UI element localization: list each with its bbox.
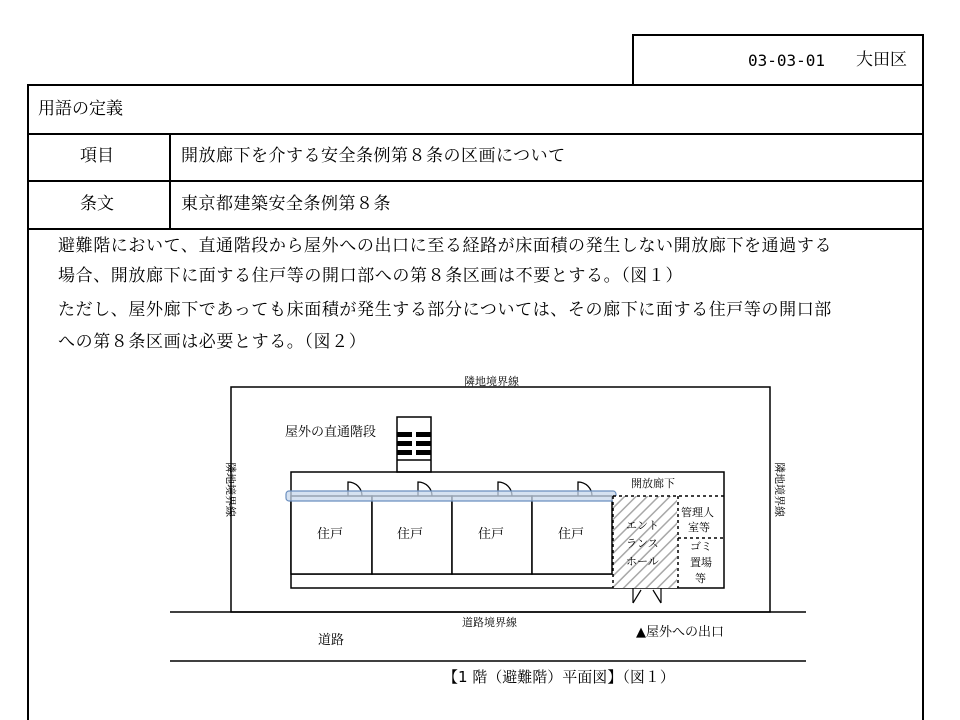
body-line-1: 避難階において、直通階段から屋外への出口に至る経路が床面積の発生しない開放廊下を通過する [58, 236, 833, 256]
ward-name: 大田区 [856, 50, 907, 70]
entrance-label-1: エント [626, 519, 659, 532]
row-label-article: 条文 [80, 194, 114, 214]
road-boundary-label: 道路境界線 [462, 616, 517, 629]
unit-2-label: 住戸 [397, 527, 424, 542]
entrance-label-2: ランス [626, 537, 659, 550]
unit-3-label: 住戸 [478, 527, 505, 542]
open-corridor-highlight [286, 491, 616, 501]
garbage-label-2: 置場 [690, 556, 712, 569]
garbage-label-1: ゴミ [690, 540, 712, 553]
corridor-label: 開放廊下 [631, 477, 675, 490]
row-value-item: 開放廊下を介する安全条例第８条の区画について [181, 146, 566, 166]
entrance-label-3: ホール [626, 555, 659, 568]
body-line-2: 場合、開放廊下に面する住戸等の開口部への第８条区画は不要とする。（図１） [58, 266, 684, 286]
doc-code: 03-03-01 [748, 51, 826, 70]
entrance-door-icon [633, 588, 661, 603]
unit-1-label: 住戸 [317, 527, 344, 542]
boundary-top-label: 隣地境界線 [464, 375, 519, 388]
unit-4-label: 住戸 [558, 527, 585, 542]
stairs-label: 屋外の直通階段 [285, 425, 377, 440]
boundary-right-label: 隣地境界線 [773, 462, 786, 517]
section-title: 用語の定義 [38, 99, 123, 119]
garbage-label-3: 等 [695, 572, 706, 585]
body-line-4: への第８条区画は必要とする。（図２） [58, 332, 367, 352]
row-value-article: 東京都建築安全条例第８条 [181, 194, 391, 214]
boundary-left-label: 隣地境界線 [224, 462, 237, 517]
row-label-item: 項目 [80, 146, 114, 166]
body-line-3: ただし、屋外廊下であっても床面積が発生する部分については、その廊下に面する住戸等の開口部 [58, 300, 832, 320]
stairs-icon [397, 417, 431, 472]
exit-label: ▲屋外への出口 [636, 625, 724, 640]
road-label: 道路 [318, 633, 345, 648]
manager-label-1: 管理人 [681, 506, 714, 519]
figure-caption: 【1 階（避難階）平面図】（図１） [443, 668, 675, 686]
manager-label-2: 室等 [688, 521, 710, 534]
